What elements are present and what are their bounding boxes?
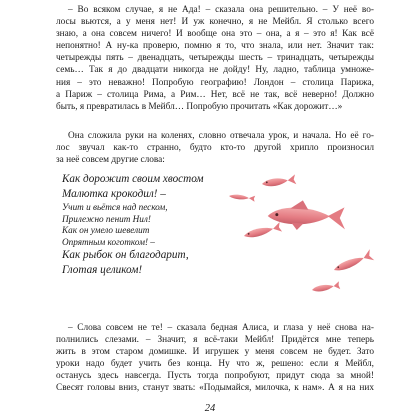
poem-line: Прилежно пенит Нил! bbox=[62, 213, 151, 224]
fish-icon bbox=[261, 174, 296, 189]
text-line: непонятно! А ну-ка проверю, помню я то, что знала, или нет. Значит так: bbox=[56, 41, 374, 52]
paragraph-1 bbox=[56, 4, 374, 113]
text-line: знаю, а она совсем ничего! И вообще она это – она, а я – это я! Как всё bbox=[56, 29, 374, 40]
text-line: Свесят головы вниз, станут звать: «Подымайся, милочка, к нам». А я на них bbox=[56, 383, 374, 394]
page-number: 24 bbox=[204, 403, 216, 414]
text-line: полнились слезами. – Значит, я всё-таки Мейбл! Придётся мне теперь bbox=[56, 335, 374, 346]
poem-line: Как он умело шевелит bbox=[62, 225, 150, 235]
paragraph-2 bbox=[56, 130, 374, 166]
text-line: жить в этом старом домишке. И игрушек у меня совсем не будет. Зато bbox=[56, 347, 374, 358]
poem-line: Глотая целиком! bbox=[62, 264, 143, 276]
text-line: лосы вьются, а у меня нет! И уж конечно, я не Мейбл. Я столько всего bbox=[56, 17, 374, 28]
text-line: – Слова совсем не те! – сказала бедная Алиса, и глаза у неё снова на- bbox=[68, 323, 374, 333]
poem-line: Малютка крокодил! – bbox=[62, 188, 166, 200]
poem-line: Учит и вьётся над песком, bbox=[62, 202, 168, 212]
fish-icon bbox=[267, 198, 347, 233]
poem-line: Опрятным коготком! – bbox=[62, 236, 155, 247]
text-line: уроки надо будет учить без конца. Ну что ж, решено: если я Мейбл, bbox=[56, 359, 374, 370]
text-line: останусь здесь навсегда. Пусть тогда попробуют, придут сюда за мной! bbox=[56, 371, 374, 382]
text-line: ния – это неважно! Попробую географию! Лондон – столица Парижа, bbox=[56, 77, 374, 88]
paragraph-3 bbox=[56, 322, 374, 395]
fish-icon bbox=[332, 249, 375, 275]
poem-line: Как дорожит своим хвостом bbox=[62, 173, 204, 185]
text-line: семь… Так я до двадцати никогда не дойду! Ну, ладно, таблица умноже- bbox=[56, 65, 374, 76]
text-line: быть, я превратилась в Мейбл… Попробую прочитать «Как дорожит…» bbox=[56, 101, 343, 112]
fish-icon bbox=[311, 281, 340, 294]
text-line: за неё совсем другие слова: bbox=[56, 155, 165, 166]
text-line: – Во всяком случае, я не Ада! – сказала она решительно. – У неё во- bbox=[68, 5, 374, 15]
poem-line: Как рыбок он благодарит, bbox=[62, 249, 189, 261]
text-line: лос звучал как-то странно, будто кто-то другой хрипло произносил bbox=[56, 143, 374, 154]
text-line: четырежды пять – двенадцать, четырежды шесть – тринадцать, четырежды bbox=[56, 53, 374, 64]
text-line: Она сложила руки на коленях, словно отвечала урок, и начала. Но её го- bbox=[68, 131, 374, 141]
poem bbox=[62, 172, 262, 278]
text-line: а Париж – столица Рима, а Рим… Нет, всё не так, всё неверно! Должно bbox=[56, 89, 374, 100]
